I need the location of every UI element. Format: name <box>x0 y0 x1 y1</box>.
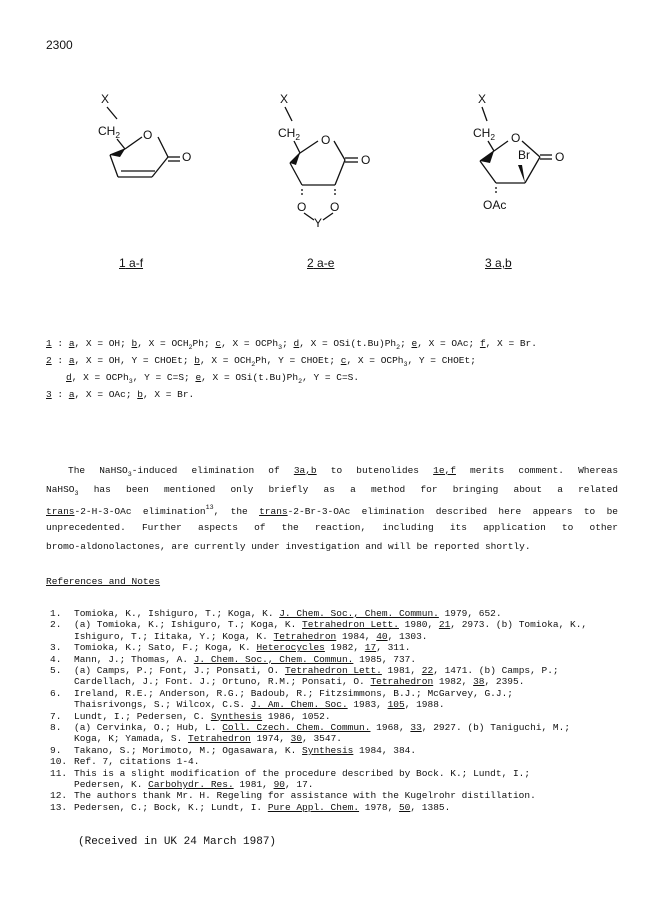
reference-number: 4. <box>50 653 62 665</box>
reference-journal: J. Chem. Soc., Chem. Commun. <box>279 608 439 619</box>
reference-text: Koga, K; Yamada, S. <box>74 733 189 745</box>
reference-journal: 30 <box>290 733 303 745</box>
reference-number: 10. <box>50 756 68 768</box>
reference-line <box>50 790 536 801</box>
substituents-line-4: 3 : a, X = OAc; b, X = Br. <box>46 389 195 400</box>
x-label: X <box>101 92 110 106</box>
reference-journal: Coll. Czech. Chem. Commun. <box>222 722 371 733</box>
reference-line <box>50 733 342 744</box>
carbonyl-oxygen: O <box>555 150 565 164</box>
bromine-label: Br <box>518 148 530 162</box>
reference-line <box>50 802 450 813</box>
reference-journal: Heterocycles <box>256 642 325 654</box>
reference-journal: 22 <box>421 665 434 676</box>
reference-number: 2. <box>50 619 62 631</box>
reference-line <box>50 676 524 687</box>
reference-journal: Synthesis <box>210 710 263 722</box>
reference-text: (a) Camps, P.; Font, J.; Ponsati, O. <box>74 665 285 676</box>
reference-journal: Tetrahedron <box>273 630 337 642</box>
reference-text: 1980, <box>398 619 439 631</box>
reference-number: 3. <box>50 642 62 654</box>
reference-line <box>50 745 416 756</box>
reference-text: , 2395. <box>484 676 525 688</box>
reference-line <box>50 665 559 676</box>
y-label: Y <box>314 216 323 230</box>
reference-journal: 40 <box>376 630 388 642</box>
reference-line <box>50 779 313 790</box>
reference-text: , 311. <box>376 642 411 654</box>
reference-text: Ishiguro, T.; Iitaka, Y.; Koga, K. <box>74 630 274 642</box>
reference-text: , 1988. <box>404 699 445 711</box>
substituents-line-1: 1 : a, X = OH; b, $X = OCH_2Ph$; c, X = OCPh$_3$; d, $X = OSi(t.Bu)Ph_2$; e, X = OAc; f, X = Br. <box>46 338 537 351</box>
paragraph-line-1: The NaHSO$_3$-induced elimination of 3a,b to butenolides 1e,f merits comment. Whereas <box>68 465 619 478</box>
ch2-label: $CH_2$ <box>473 126 496 142</box>
reference-text: 1983, <box>347 699 388 711</box>
reference-text: , 1471. (b) Camps, P.; <box>433 665 559 676</box>
compound-label-1: 1 a-f <box>119 256 144 270</box>
reference-number: 6. <box>50 687 62 699</box>
reference-text: 1984, <box>336 630 377 642</box>
carbonyl-oxygen: O <box>361 153 371 167</box>
reference-journal: 17 <box>364 642 377 654</box>
reference-text: (a) Tomioka, K.; Ishiguro, T.; Koga, K. <box>74 619 303 631</box>
reference-line <box>50 608 502 619</box>
reference-text: , 1385. <box>410 801 451 813</box>
reference-line <box>50 711 331 722</box>
reference-journal: 90 <box>273 779 285 790</box>
ch2-label: $CH_2$ <box>278 126 301 142</box>
paragraph-line-3: trans-2-H-3-OAc elimination$^{13}$, the trans-2-Br-3-OAc elimination described here appears to be <box>46 503 618 517</box>
reference-line <box>50 768 530 779</box>
x-label: X <box>478 92 487 106</box>
reference-line <box>50 688 513 699</box>
reference-journal: J. Chem. Soc., Chem. Commun. <box>193 653 354 665</box>
reference-text: , 1303. <box>387 630 428 642</box>
reference-journal: 50 <box>398 801 411 813</box>
reference-number: 8. <box>50 722 62 733</box>
reference-text: 1982, <box>324 642 365 654</box>
reference-text: 1968, <box>370 722 411 733</box>
reference-journal: 21 <box>438 619 451 631</box>
reference-journal: J. Am. Chem. Soc. <box>250 699 348 711</box>
reference-journal: 38 <box>473 676 485 688</box>
reference-line <box>50 722 570 733</box>
ring-oxygen: O <box>511 131 521 145</box>
reference-text: Mann, J.; Thomas, A. <box>74 653 194 665</box>
page-number: 2300 <box>46 38 73 52</box>
substituents-line-3: d, X = OCPh$_3$, Y = C=S; e, $X = OSi(t.Bu)Ph_2$, Y = C=S. <box>66 372 360 385</box>
reference-text: Tomioka, K., Ishiguro, T.; Koga, K. <box>74 608 280 619</box>
reference-number: 5. <box>50 665 62 676</box>
reference-text: 1985, 737. <box>353 653 417 665</box>
reference-journal: Tetrahedron <box>370 676 434 688</box>
reference-text: This is a slight modification of the procedure described by Bock. K.; Lundt, I.; <box>74 767 531 779</box>
reference-number: 12. <box>50 790 68 802</box>
reference-text: (a) Cervinka, O.; Hub, L. <box>74 722 223 733</box>
reference-line <box>50 642 410 653</box>
ch2-label: $CH_2$ <box>98 124 121 140</box>
reference-text: Pedersen, C.; Bock, K.; Lundt, I. <box>74 801 268 813</box>
reference-text: 1981, <box>233 779 274 790</box>
reference-number: 11. <box>50 767 68 779</box>
reference-text: , 2927. (b) Taniguchi, M.; <box>421 722 571 733</box>
reference-journal: Tetrahedron Lett. <box>284 665 382 676</box>
oac-label: OAc <box>483 198 507 212</box>
reference-text: 1986, 1052. <box>262 710 331 722</box>
reference-text: Thaisrivongs, S.; Wilcox, C.S. <box>74 699 251 711</box>
reference-text: Cardellach, J.; Font. J.; Ortuno, R.M.; Ponsati, O. <box>74 676 371 688</box>
reference-text: The authors thank Mr. H. Regeling for assistance with the Kugelrohr distillation. <box>74 790 536 802</box>
reference-number: 13. <box>50 801 68 813</box>
reference-number: 7. <box>50 710 62 722</box>
ring-oxygen: O <box>321 133 331 147</box>
paragraph-line-4: unprecedented. Further aspects of the reaction, including its application to other <box>46 522 618 533</box>
reference-number: 1. <box>50 608 62 619</box>
reference-number: 9. <box>50 744 62 756</box>
reference-text: , 17. <box>284 779 314 790</box>
reference-text: Takano, S.; Morimoto, M.; Ogasawara, K. <box>74 744 303 756</box>
reference-line <box>50 619 587 630</box>
reference-text: Pedersen, K. <box>74 779 149 790</box>
carbonyl-oxygen: O <box>182 150 192 164</box>
reference-journal: Pure Appl. Chem. <box>267 801 360 813</box>
substituents-line-2: 2 : a, X = OH, Y = CHOEt; b, $X = OCH_2Ph$, Y = CHOEt; c, X = OCPh$_3$, Y = CHOEt; <box>46 355 476 368</box>
reference-journal: Tetrahedron Lett. <box>302 619 399 631</box>
received-date: (Received in UK 24 March 1987) <box>78 836 277 848</box>
reference-text: Lundt, I.; Pedersen, C. <box>74 710 211 722</box>
reference-text: 1984, 384. <box>353 744 417 756</box>
reference-text: 1981, <box>381 665 422 676</box>
compound-label-3: 3 a,b <box>485 256 512 270</box>
paragraph-line-5: bromo-aldonolactones, are currently under investigation and will be reported shortly. <box>46 541 531 552</box>
reference-text: , 3547. <box>302 733 342 745</box>
reference-line <box>50 654 416 665</box>
x-label: X <box>280 92 289 106</box>
reference-journal: Synthesis <box>302 744 354 756</box>
reference-line <box>50 756 199 767</box>
reference-journal: 105 <box>387 699 405 711</box>
reference-text: 1978, <box>359 801 399 813</box>
reference-text: Ireland, R.E.; Anderson, R.G.; Badoub, R.; Fitzsimmons, B.J.; McGarvey, G.J.; <box>74 687 513 699</box>
reference-line <box>50 631 428 642</box>
ring-oxygen: O <box>143 128 153 142</box>
reference-journal: Carbohydr. Res. <box>148 779 234 790</box>
reference-text: 1979, 652. <box>438 608 502 619</box>
oxygen-right: O <box>330 200 340 214</box>
reference-journal: 33 <box>410 722 422 733</box>
paragraph-line-2: NaHSO$_3$ has been mentioned only briefly as a method for bringing about a related <box>46 484 618 497</box>
references-heading: References and Notes <box>46 576 161 587</box>
reference-text: , 2973. (b) Tomioka, K., <box>450 619 588 631</box>
reference-journal: Tetrahedron <box>188 733 251 745</box>
oxygen-left: O <box>297 200 307 214</box>
reference-line <box>50 699 445 710</box>
reference-text: 1982, <box>433 676 474 688</box>
compound-label-2: 2 a-e <box>307 256 335 270</box>
reference-text: 1974, <box>250 733 291 745</box>
reference-text: Ref. 7, citations 1-4. <box>74 756 200 768</box>
reference-text: Tomioka, K.; Sato, F.; Koga, K. <box>74 642 257 654</box>
